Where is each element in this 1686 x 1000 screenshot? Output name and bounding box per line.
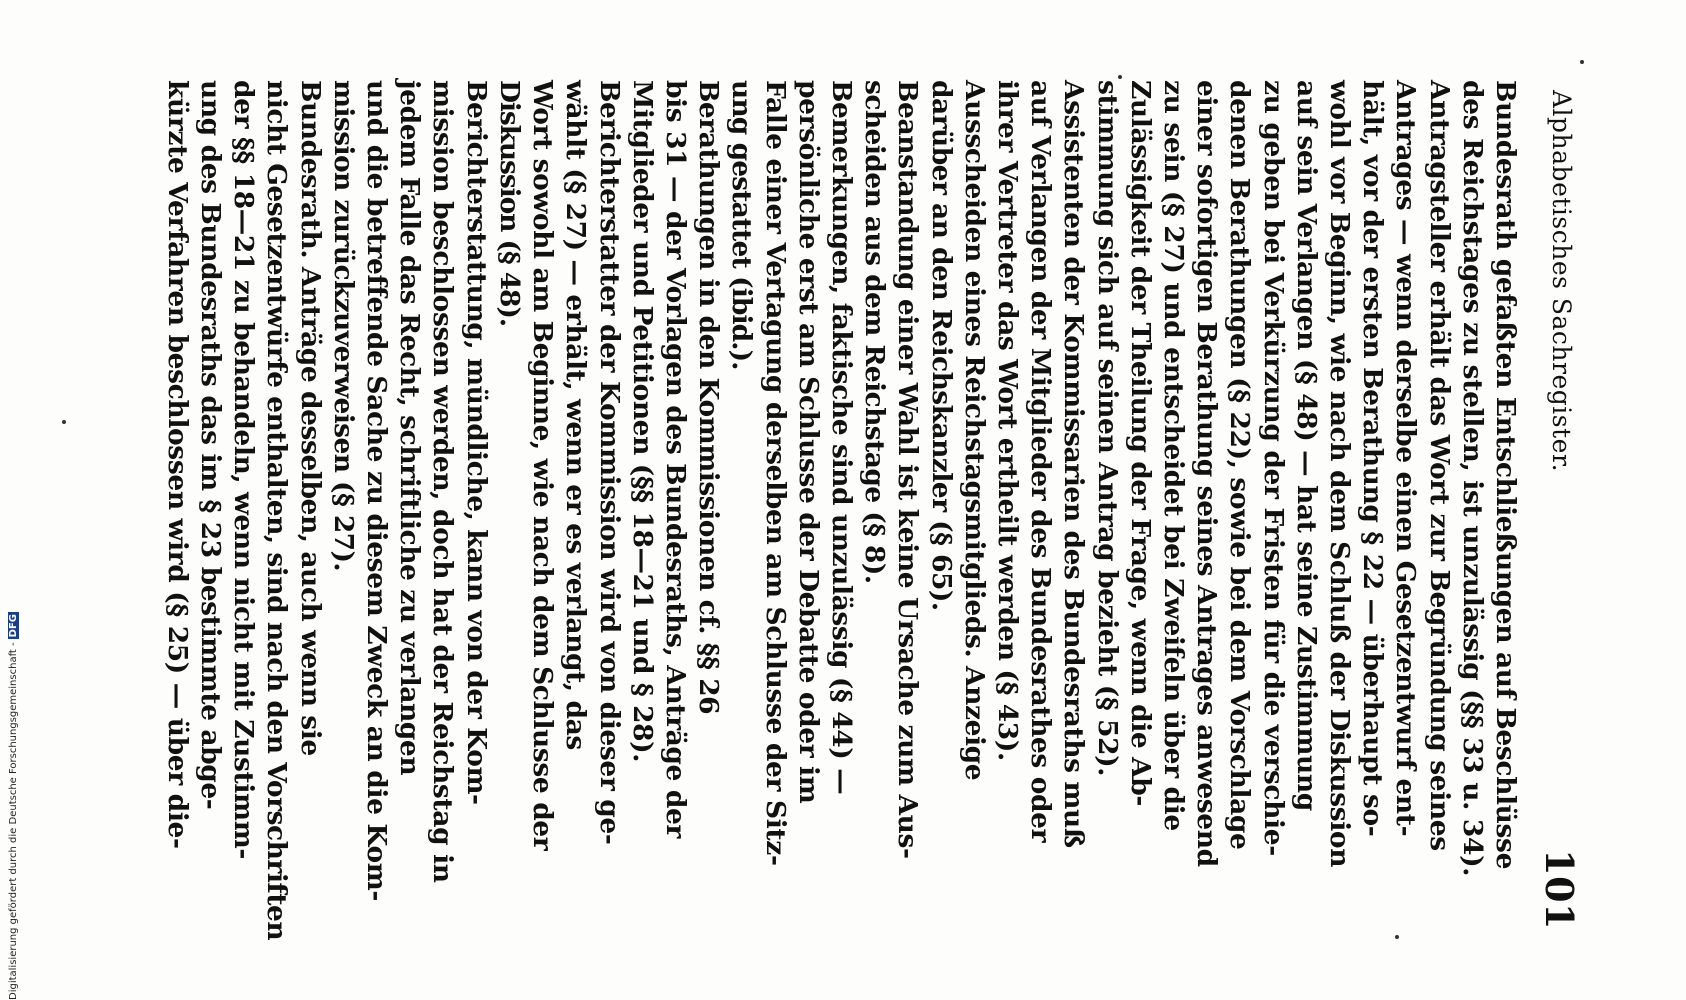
text-line: Bundesrath. Anträge desselben, auch wenn sie xyxy=(294,80,326,756)
text-line: Diskussion (§ 48). xyxy=(493,80,525,326)
text-line: kürzte Verfahren beschlossen wird (§ 25) — über die- xyxy=(161,80,193,849)
text-line: Bundesrath gefaßten Entschließungen auf Beschlüsse xyxy=(1490,80,1521,870)
text-line: Falle einer Vertagung derselben am Schlusse der Sitz- xyxy=(759,80,791,866)
text-line: mission beschlossen werden, doch hat der Reichstag in xyxy=(427,80,459,883)
text-line: bis 31 — der Vorlagen des Bundesraths, Anträge der xyxy=(659,80,691,838)
text-line: persönliche erst am Schlusse der Debatte oder im xyxy=(792,80,824,804)
text-line: Assistenten der Kommissarien des Bundesraths muß xyxy=(1058,80,1090,848)
running-title: Alphabetisches Sachregister. xyxy=(1547,90,1576,473)
digitization-credit xyxy=(8,612,22,1000)
text-line: und die betreffende Sache zu diesem Zweck an die Kom- xyxy=(361,80,393,902)
page-number: 101 xyxy=(1537,849,1582,930)
text-line: Berathungen in den Kommissionen cf. §§ 26 xyxy=(693,80,725,715)
text-line: der §§ 18—21 zu behandeln, wenn nicht mit Zustimm- xyxy=(228,80,260,859)
text-line: jedem Falle das Recht, schriftliche zu verlangen xyxy=(394,80,426,776)
text-line: Antragsteller erhält das Wort zur Begründung seines xyxy=(1423,80,1455,851)
text-line: auf sein Verlangen (§ 48) — hat seine Zustimmung xyxy=(1290,80,1322,811)
text-line: Zulässigkeit der Theilung der Frage, wenn die Ab- xyxy=(1124,80,1156,806)
text-line: Berichterstatter der Kommission wird von dieser ge- xyxy=(593,80,625,845)
rotated-book-page xyxy=(140,80,1580,960)
text-line: Beanstandung einer Wahl ist keine Ursache zum Aus- xyxy=(892,80,924,859)
text-line: hält, vor der ersten Berathung § 22 — überhaupt so- xyxy=(1357,80,1389,837)
text-line: stimmung sich auf seinen Antrag bezieht (§ 52). xyxy=(1091,80,1123,777)
text-line: nicht Gesetzentwürfe enthalten, sind nach den Vorschriften xyxy=(261,80,293,941)
text-line: Mitglieder und Petitionen (§§ 18—21 und § 28). xyxy=(626,80,658,762)
text-line: wählt (§ 27) — erhält, wenn er es verlangt, das xyxy=(560,80,592,750)
text-line: Ausscheiden eines Reichstagsmitglieds. Anzeige xyxy=(958,80,990,781)
text-line: auf Verlangen der Mitglieder des Bundesrathes oder xyxy=(1025,80,1057,843)
text-line: Bemerkungen, faktische sind unzulässig (§ 44) — xyxy=(825,80,857,795)
dfg-logo: DFG xyxy=(8,614,19,638)
index-body xyxy=(161,80,1522,960)
scan-speck xyxy=(62,420,66,424)
text-line: zu geben bei Verkürzung der Fristen für die verschie- xyxy=(1257,80,1289,856)
running-header xyxy=(1534,80,1580,960)
credit-text: Digitalisierung gefördert durch die Deutsche Forschungsgemeinschaft - xyxy=(8,642,19,1000)
text-line: wohl vor Beginn, wie nach dem Schluß der Diskussion xyxy=(1323,80,1355,868)
text-line: ihrer Vertreter das Wort ertheilt werden (§ 43). xyxy=(991,80,1023,761)
text-line: mission zurückzuverweisen (§ 27). xyxy=(327,80,359,572)
text-line: einer sofortigen Berathung seines Antrages anwesend xyxy=(1191,80,1223,867)
text-line: zu sein (§ 27) und entscheidet bei Zweifeln über die xyxy=(1157,80,1189,831)
scan-speck xyxy=(1118,75,1122,79)
text-line: des Reichstages zu stellen, ist unzulässig (§§ 33 u. 34). xyxy=(1456,80,1488,877)
text-line: Berichterstattung, mündliche, kann von der Kom- xyxy=(460,80,492,805)
text-line: ung des Bundesraths das im § 23 bestimmte abge- xyxy=(195,80,227,810)
text-line: Wort sowohl am Beginne, wie nach dem Schlusse der xyxy=(527,80,559,851)
text-line: darüber an den Reichskanzler (§ 65). xyxy=(925,80,957,611)
text-line: denen Berathungen (§ 22), sowie bei dem Vorschlage xyxy=(1224,80,1256,850)
text-line: Antrages — wenn derselbe einen Gesetzentwurf ent- xyxy=(1390,80,1422,837)
scan-speck xyxy=(1395,935,1399,939)
scan-speck xyxy=(1580,60,1584,64)
text-line: scheiden aus dem Reichstage (§ 8). xyxy=(859,80,891,584)
text-line: ung gestattet (ibid.). xyxy=(726,80,758,370)
